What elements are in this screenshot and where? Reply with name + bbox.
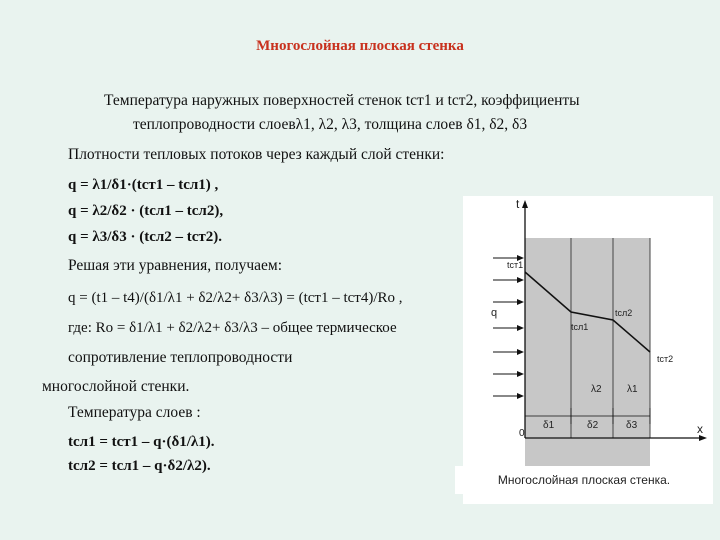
equation-layer-3: q = λ3/δ3 · (tсл2 – tст2). bbox=[68, 229, 223, 245]
t-axis-arrow bbox=[522, 200, 528, 208]
flux-intro: Плотности тепловых потоков через каждый слой стенки: bbox=[68, 146, 445, 163]
delta2-label: δ2 bbox=[587, 420, 599, 431]
figure-caption: Многослойная плоская стенка. bbox=[455, 466, 713, 494]
slide-title: Многослойная плоская стенка bbox=[256, 38, 464, 54]
intro-line-1: Температура наружных поверхностей стенок tст1 и tст2, коэффициенты bbox=[104, 92, 580, 109]
t-sl2-label: tсл2 bbox=[615, 308, 633, 318]
wall-diagram bbox=[463, 196, 713, 504]
lambda1-label: λ1 bbox=[627, 384, 638, 395]
solve-text: Решая эти уравнения, получаем: bbox=[68, 257, 283, 274]
intro-line-2: теплопроводности слоевλ1, λ2, λ3, толщина слоев δ1, δ2, δ3 bbox=[133, 116, 528, 133]
layers-temp-label: Температура слоев : bbox=[68, 404, 201, 421]
where-line-3: многослойной стенки. bbox=[42, 378, 190, 395]
equation-layer-1: q = λ1/δ1·(tст1 – tсл1) , bbox=[68, 177, 219, 193]
wall-diagram-svg bbox=[463, 196, 713, 504]
delta1-label: δ1 bbox=[543, 420, 555, 431]
t-st1-label: tст1 bbox=[507, 260, 524, 270]
where-line: где: Ro = δ1/λ1 + δ2/λ2+ δ3/λ3 – общее термическое bbox=[68, 320, 397, 336]
origin-label: 0 bbox=[519, 428, 525, 439]
heat-flow-arrowheads bbox=[517, 255, 524, 399]
x-axis-label: x bbox=[697, 422, 703, 436]
where-line-2: сопротивление теплопроводности bbox=[68, 349, 293, 366]
result-equation: q = (t1 – t4)/(δ1/λ1 + δ2/λ2+ δ3/λ3) = (tст1 – tст4)/Ro , bbox=[68, 290, 403, 306]
q-label: q bbox=[491, 307, 498, 319]
equation-layer-2: q = λ2/δ2 · (tсл1 – tсл2), bbox=[68, 203, 224, 219]
heat-flow-arrows bbox=[493, 258, 524, 396]
t-st2-label: tст2 bbox=[657, 354, 674, 364]
t-axis-label: t bbox=[516, 197, 520, 211]
wall-layers bbox=[525, 238, 650, 478]
t-sl1-label: tсл1 bbox=[571, 322, 589, 332]
layer-temp-1: tсл1 = tст1 – q·(δ1/λ1). bbox=[68, 434, 215, 450]
delta3-label: δ3 bbox=[626, 420, 638, 431]
layer-temp-2: tсл2 = tсл1 – q·δ2/λ2). bbox=[68, 458, 211, 474]
lambda2-label: λ2 bbox=[591, 384, 602, 395]
